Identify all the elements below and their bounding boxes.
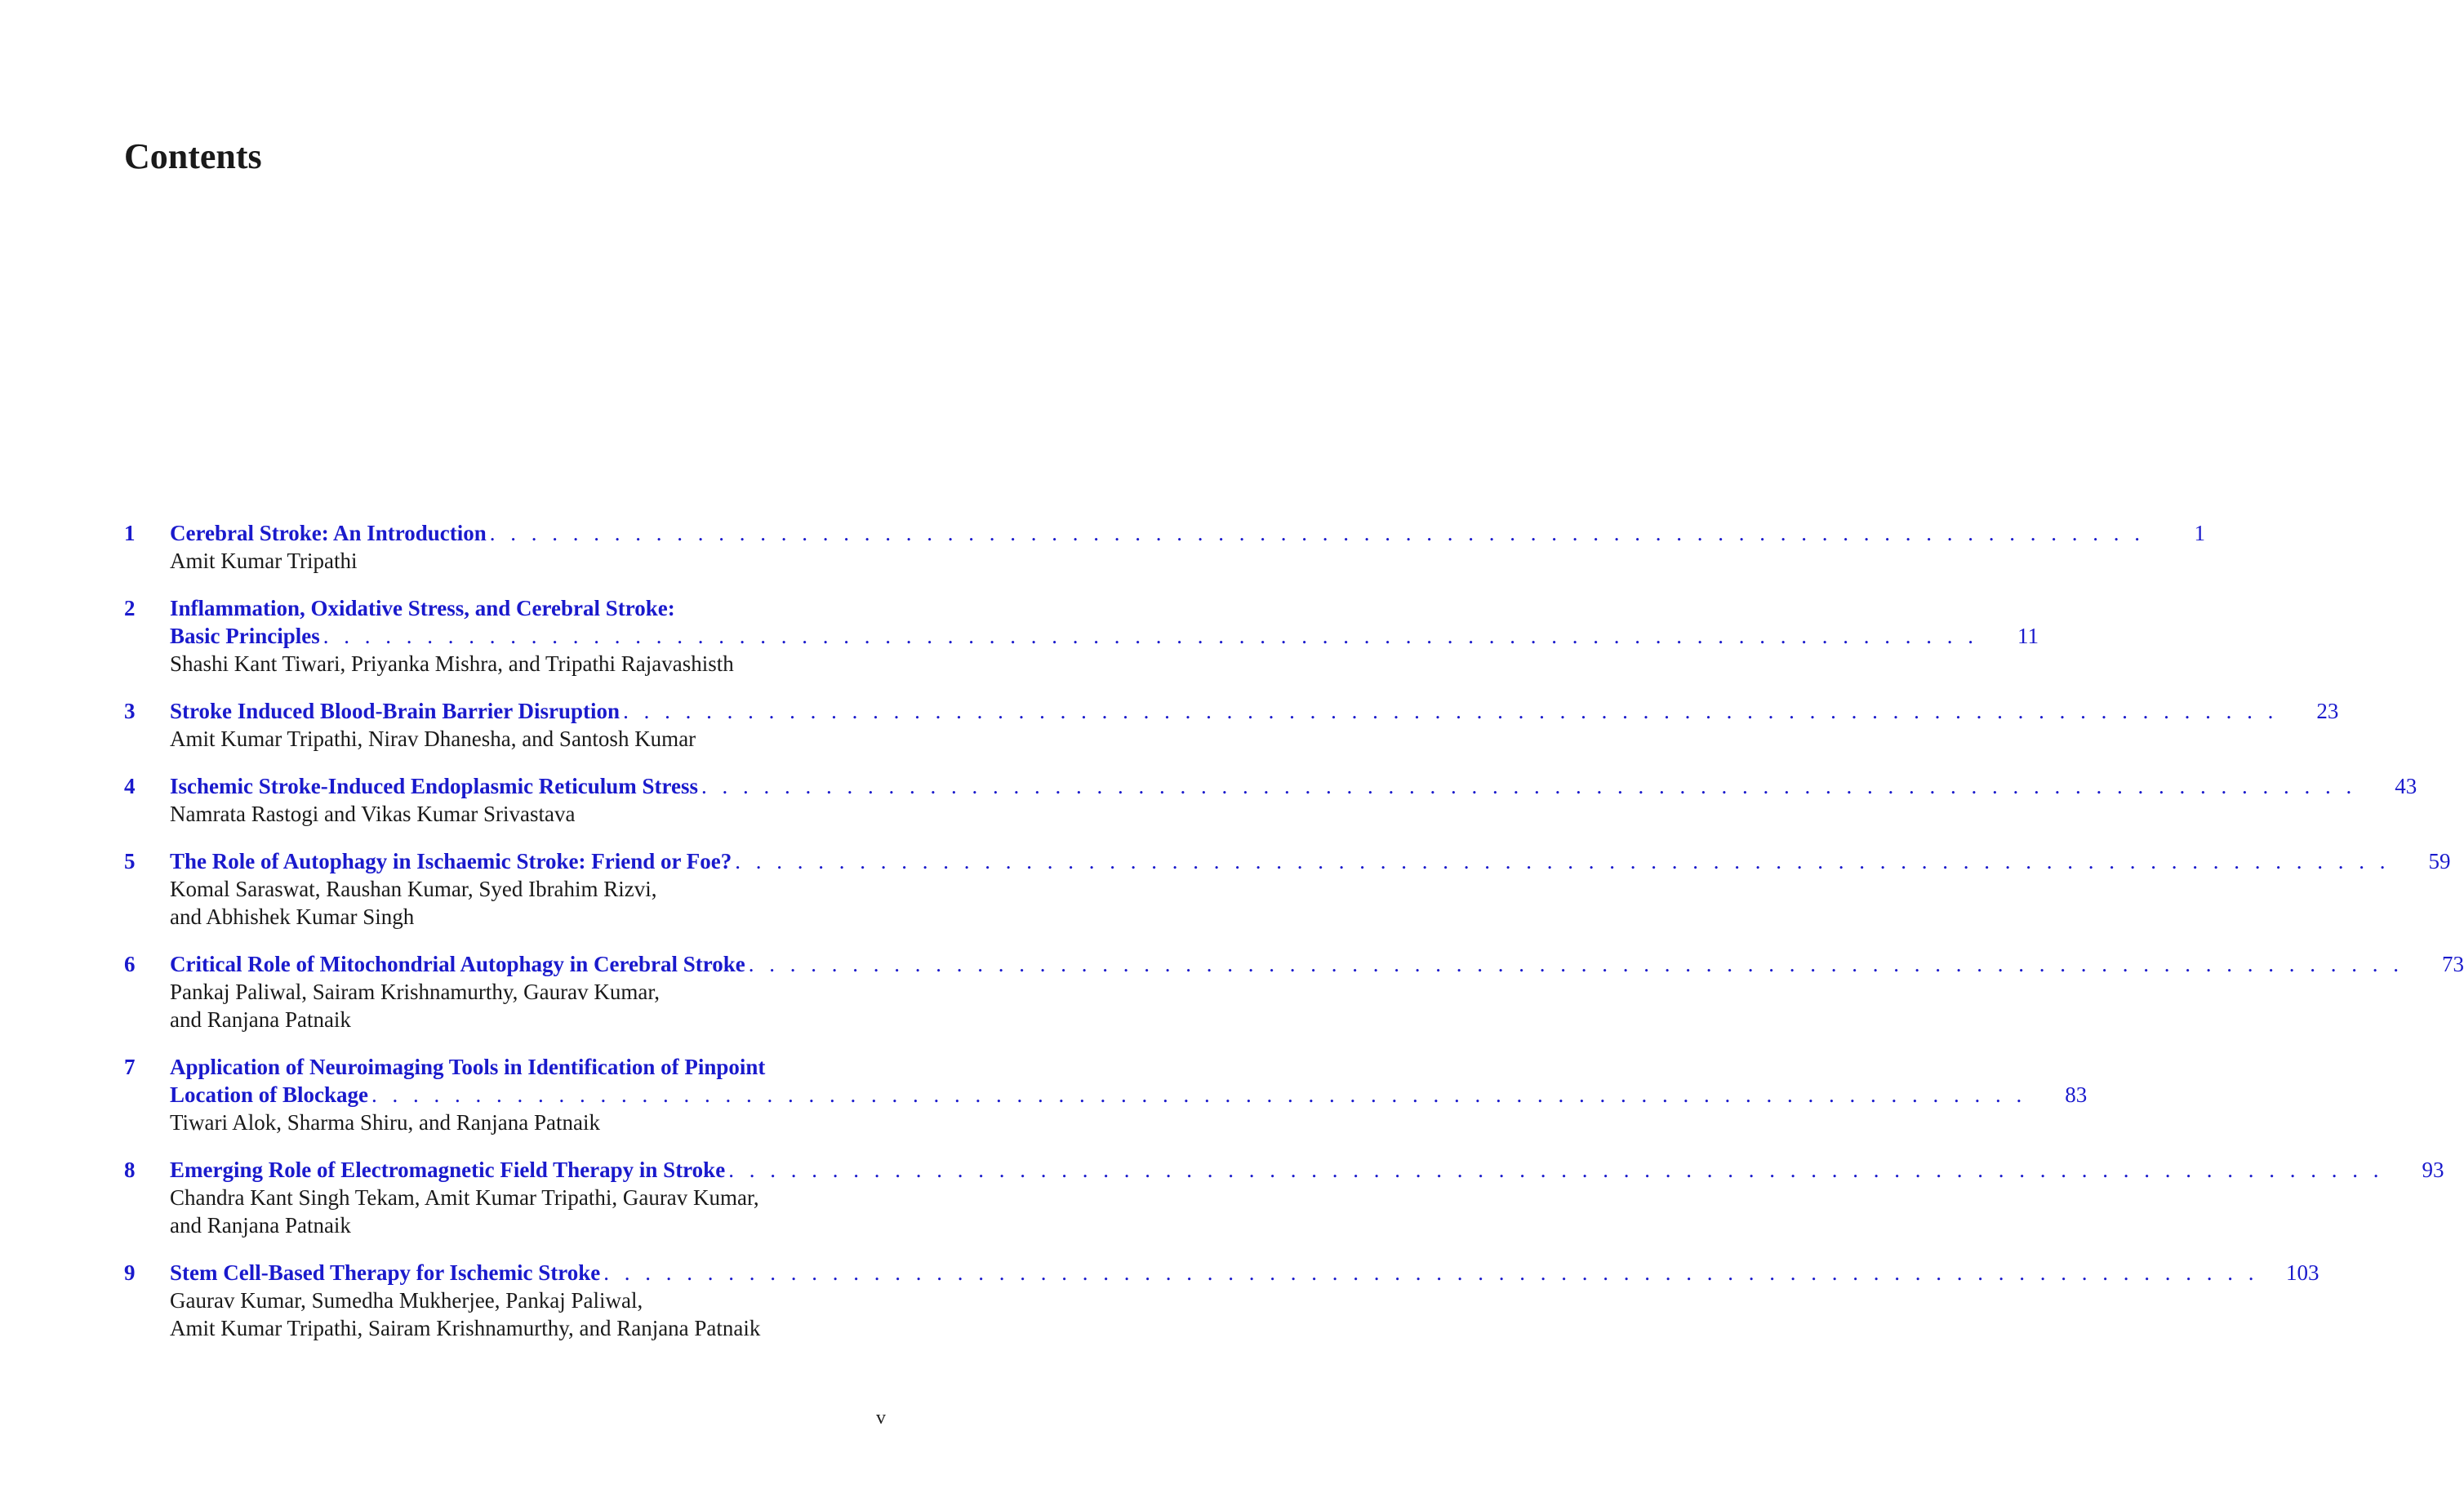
chapter-authors: and Ranjana Patnaik (170, 1213, 351, 1238)
chapter-authors: Komal Saraswat, Raushan Kumar, Syed Ibrahim Rizvi, (170, 877, 657, 901)
toc-entry-8[interactable] (124, 1156, 2444, 1239)
chapter-number: 7 (124, 1055, 136, 1079)
chapter-title-link[interactable]: Basic Principles (170, 624, 320, 648)
chapter-authors: Pankaj Paliwal, Sairam Krishnamurthy, Gaurav Kumar, (170, 980, 660, 1004)
chapter-number: 8 (124, 1158, 136, 1182)
chapter-number: 1 (124, 521, 136, 545)
toc-entry-6[interactable] (124, 950, 2464, 1033)
chapter-authors: Namrata Rastogi and Vikas Kumar Srivastava (170, 802, 576, 826)
chapter-title-link[interactable]: Ischemic Stroke-Induced Endoplasmic Reticulum Stress (170, 774, 699, 798)
page-folio: v (876, 1407, 886, 1429)
chapter-title-link[interactable]: Emerging Role of Electromagnetic Field Therapy in Stroke (170, 1158, 726, 1182)
chapter-title-row[interactable] (170, 847, 2451, 875)
toc-entry-3[interactable] (124, 697, 2339, 753)
chapter-title-row[interactable] (170, 697, 2339, 725)
chapter-title-row[interactable] (170, 772, 2417, 800)
chapter-number: 9 (124, 1260, 136, 1285)
dot-leader: . . . . . . . . . . . . . . . . . . . . . . . . . . . . . . . . . . . . . . . . . . . . . . . . . . . . . . . . . . . . . . . . . . . . . . . . . . . . . . . . (623, 699, 2279, 723)
page-title: Contents (124, 136, 262, 176)
chapter-authors: Tiwari Alok, Sharma Shiru, and Ranjana Patnaik (170, 1110, 600, 1135)
chapter-title-link[interactable]: Location of Blockage (170, 1082, 368, 1107)
chapter-number: 6 (124, 952, 136, 976)
chapter-title-row[interactable] (170, 622, 2039, 650)
toc-entry-4[interactable] (124, 772, 2417, 828)
chapter-title-row[interactable] (170, 1156, 2444, 1184)
chapter-page-number[interactable]: 93 (2422, 1158, 2444, 1182)
chapter-authors: and Ranjana Patnaik (170, 1007, 351, 1032)
chapter-page-number[interactable]: 43 (2395, 774, 2417, 798)
chapter-authors: Amit Kumar Tripathi (170, 549, 358, 573)
toc-entry-body (170, 1259, 2319, 1342)
chapter-title-link[interactable]: Cerebral Stroke: An Introduction (170, 521, 487, 545)
dot-leader: . . . . . . . . . . . . . . . . . . . . . . . . . . . . . . . . . . . . . . . . . . . . . . . . . . . . . . . . . . . . . . . . . . . . . . . . . . . . . . . . (701, 774, 2357, 798)
toc-entry-7[interactable] (124, 1053, 2088, 1136)
chapter-number: 3 (124, 699, 136, 723)
chapter-page-number[interactable]: 83 (2065, 1082, 2088, 1107)
chapter-title-line[interactable]: Application of Neuroimaging Tools in Identification of Pinpoint (170, 1055, 766, 1079)
toc-entry-body (170, 950, 2464, 1033)
chapter-page-number[interactable]: 73 (2441, 952, 2464, 976)
toc-entry-5[interactable] (124, 847, 2451, 931)
toc-entry-body (170, 594, 2039, 678)
dot-leader: . . . . . . . . . . . . . . . . . . . . . . . . . . . . . . . . . . . . . . . . . . . . . . . . . . . . . . . . . . . . . . . . . . . . . . . . . . . . . . . . (371, 1082, 2027, 1107)
chapter-title-row[interactable] (170, 1081, 2088, 1109)
chapter-page-number[interactable]: 11 (2017, 624, 2039, 648)
chapter-title-link[interactable]: Stroke Induced Blood-Brain Barrier Disruption (170, 699, 620, 723)
chapter-page-number[interactable]: 23 (2316, 699, 2339, 723)
dot-leader: . . . . . . . . . . . . . . . . . . . . . . . . . . . . . . . . . . . . . . . . . . . . . . . . . . . . . . . . . . . . . . . . . . . . . . . . . . . . . . . . (735, 849, 2391, 873)
dot-leader: . . . . . . . . . . . . . . . . . . . . . . . . . . . . . . . . . . . . . . . . . . . . . . . . . . . . . . . . . . . . . . . . . . . . . . . . . . . . . . . . (728, 1158, 2384, 1182)
toc-entry-body (170, 697, 2339, 753)
chapter-authors: Amit Kumar Tripathi, Nirav Dhanesha, and Santosh Kumar (170, 727, 696, 751)
toc-entry-body (170, 1053, 2088, 1136)
chapter-title-row[interactable] (170, 519, 2206, 547)
dot-leader: . . . . . . . . . . . . . . . . . . . . . . . . . . . . . . . . . . . . . . . . . . . . . . . . . . . . . . . . . . . . . . . . . . . . . . . . . . . . . . . . (489, 521, 2146, 545)
chapter-title-link[interactable]: Critical Role of Mitochondrial Autophagy in Cerebral Stroke (170, 952, 745, 976)
toc-entry-1[interactable] (124, 519, 2206, 575)
chapter-title-link[interactable]: The Role of Autophagy in Ischaemic Stroke: Friend or Foe? (170, 849, 732, 873)
chapter-number: 4 (124, 774, 136, 798)
toc-entry-body (170, 1156, 2444, 1239)
chapter-page-number[interactable]: 103 (2285, 1260, 2319, 1285)
dot-leader: . . . . . . . . . . . . . . . . . . . . . . . . . . . . . . . . . . . . . . . . . . . . . . . . . . . . . . . . . . . . . . . . . . . . . . . . . . . . . . . . (748, 952, 2404, 976)
chapter-authors: Chandra Kant Singh Tekam, Amit Kumar Tripathi, Gaurav Kumar, (170, 1185, 759, 1210)
chapter-title-row[interactable] (170, 1259, 2319, 1287)
chapter-title-line[interactable]: Inflammation, Oxidative Stress, and Cerebral Stroke: (170, 596, 675, 620)
chapter-page-number[interactable]: 59 (2428, 849, 2451, 873)
chapter-number: 2 (124, 596, 136, 620)
chapter-title-link[interactable]: Stem Cell-Based Therapy for Ischemic Stroke (170, 1260, 601, 1285)
dot-leader: . . . . . . . . . . . . . . . . . . . . . . . . . . . . . . . . . . . . . . . . . . . . . . . . . . . . . . . . . . . . . . . . . . . . . . . . . . . . . . . . (603, 1260, 2259, 1285)
table-of-contents (124, 519, 2464, 1362)
chapter-authors: and Abhishek Kumar Singh (170, 904, 415, 929)
chapter-authors: Gaurav Kumar, Sumedha Mukherjee, Pankaj Paliwal, (170, 1288, 643, 1313)
chapter-number: 5 (124, 849, 136, 873)
chapter-authors: Amit Kumar Tripathi, Sairam Krishnamurthy, and Ranjana Patnaik (170, 1316, 761, 1340)
toc-entry-2[interactable] (124, 594, 2039, 678)
chapter-page-number[interactable]: 1 (2194, 521, 2206, 545)
dot-leader: . . . . . . . . . . . . . . . . . . . . . . . . . . . . . . . . . . . . . . . . . . . . . . . . . . . . . . . . . . . . . . . . . . . . . . . . . . . . . . . . (322, 624, 1978, 648)
toc-entry-9[interactable] (124, 1259, 2319, 1342)
toc-entry-body (170, 772, 2417, 828)
chapter-authors: Shashi Kant Tiwari, Priyanka Mishra, and Tripathi Rajavashisth (170, 651, 734, 676)
toc-entry-body (170, 519, 2206, 575)
chapter-title-row[interactable] (170, 950, 2464, 978)
toc-entry-body (170, 847, 2451, 931)
